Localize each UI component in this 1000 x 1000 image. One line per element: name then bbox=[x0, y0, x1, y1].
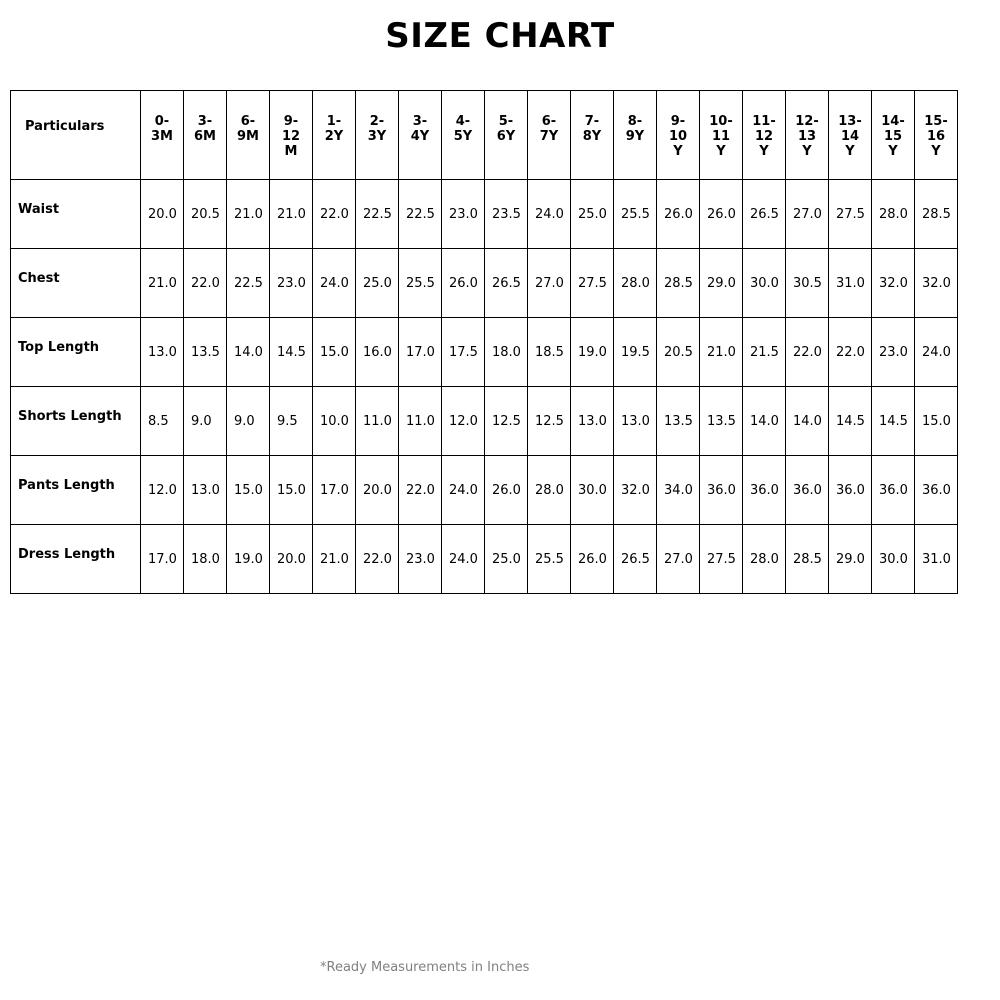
table-cell: 34.0 bbox=[657, 456, 700, 525]
table-cell: 30.0 bbox=[743, 249, 786, 318]
column-header-label: 3-6M bbox=[194, 114, 216, 144]
table-cell: 13.0 bbox=[614, 387, 657, 456]
column-header-label: 9-10Y bbox=[668, 114, 688, 159]
table-cell: 25.5 bbox=[399, 249, 442, 318]
column-header-label: 13-14Y bbox=[838, 114, 862, 159]
table-cell: 8.5 bbox=[141, 387, 184, 456]
table-cell: 20.5 bbox=[184, 180, 227, 249]
column-header-size bbox=[614, 91, 657, 180]
table-cell: 22.5 bbox=[227, 249, 270, 318]
table-cell: 30.0 bbox=[872, 525, 915, 594]
table-cell: 13.5 bbox=[184, 318, 227, 387]
measurement-footnote: *Ready Measurements in Inches bbox=[320, 960, 530, 975]
column-header-label: 4-5Y bbox=[453, 114, 473, 144]
table-cell: 23.5 bbox=[485, 180, 528, 249]
row-label: Pants Length bbox=[11, 456, 141, 525]
column-header-label: 12-13Y bbox=[795, 114, 819, 159]
table-cell: 20.0 bbox=[356, 456, 399, 525]
column-header-label: 1-2Y bbox=[324, 114, 344, 144]
table-cell: 23.0 bbox=[399, 525, 442, 594]
table-cell: 25.5 bbox=[614, 180, 657, 249]
table-cell: 21.0 bbox=[313, 525, 356, 594]
table-cell: 21.0 bbox=[700, 318, 743, 387]
column-header-label: 3-4Y bbox=[410, 114, 430, 144]
table-cell: 32.0 bbox=[872, 249, 915, 318]
table-cell: 22.0 bbox=[829, 318, 872, 387]
row-label: Dress Length bbox=[11, 525, 141, 594]
table-cell: 31.0 bbox=[829, 249, 872, 318]
table-cell: 13.5 bbox=[657, 387, 700, 456]
table-cell: 21.0 bbox=[141, 249, 184, 318]
table-cell: 9.0 bbox=[184, 387, 227, 456]
table-cell: 19.5 bbox=[614, 318, 657, 387]
table-cell: 30.5 bbox=[786, 249, 829, 318]
table-cell: 22.0 bbox=[356, 525, 399, 594]
table-cell: 14.0 bbox=[227, 318, 270, 387]
column-header-size bbox=[485, 91, 528, 180]
column-header-size bbox=[442, 91, 485, 180]
table-cell: 24.0 bbox=[313, 249, 356, 318]
table-cell: 14.0 bbox=[743, 387, 786, 456]
size-chart-table bbox=[10, 90, 958, 594]
column-header-label: 6-9M bbox=[237, 114, 259, 144]
column-header-size bbox=[915, 91, 958, 180]
table-cell: 28.5 bbox=[657, 249, 700, 318]
column-header-label: 0-3M bbox=[151, 114, 173, 144]
table-cell: 25.0 bbox=[571, 180, 614, 249]
column-header-label: 10-11Y bbox=[709, 114, 733, 159]
column-header-size bbox=[743, 91, 786, 180]
table-cell: 28.5 bbox=[786, 525, 829, 594]
table-row bbox=[11, 180, 958, 249]
table-cell: 24.0 bbox=[442, 525, 485, 594]
column-header-size bbox=[657, 91, 700, 180]
row-label: Top Length bbox=[11, 318, 141, 387]
row-label: Chest bbox=[11, 249, 141, 318]
column-header-size bbox=[786, 91, 829, 180]
table-cell: 16.0 bbox=[356, 318, 399, 387]
table-row bbox=[11, 387, 958, 456]
table-cell: 13.0 bbox=[571, 387, 614, 456]
table-cell: 20.5 bbox=[657, 318, 700, 387]
column-header-size bbox=[700, 91, 743, 180]
table-cell: 27.5 bbox=[829, 180, 872, 249]
table-cell: 27.5 bbox=[700, 525, 743, 594]
table-cell: 27.0 bbox=[528, 249, 571, 318]
column-header-label: 15-16Y bbox=[924, 114, 948, 159]
table-cell: 14.0 bbox=[786, 387, 829, 456]
table-cell: 28.0 bbox=[743, 525, 786, 594]
column-header-size bbox=[184, 91, 227, 180]
table-cell: 26.5 bbox=[614, 525, 657, 594]
table-row bbox=[11, 525, 958, 594]
table-cell: 24.0 bbox=[528, 180, 571, 249]
table-cell: 21.0 bbox=[227, 180, 270, 249]
table-cell: 22.0 bbox=[786, 318, 829, 387]
table-cell: 28.0 bbox=[872, 180, 915, 249]
table-cell: 14.5 bbox=[270, 318, 313, 387]
column-header-size bbox=[528, 91, 571, 180]
column-header-label: 8-9Y bbox=[625, 114, 645, 144]
table-cell: 28.5 bbox=[915, 180, 958, 249]
table-cell: 22.5 bbox=[399, 180, 442, 249]
table-cell: 36.0 bbox=[700, 456, 743, 525]
table-cell: 11.0 bbox=[356, 387, 399, 456]
row-label: Shorts Length bbox=[11, 387, 141, 456]
table-cell: 12.5 bbox=[485, 387, 528, 456]
table-cell: 22.5 bbox=[356, 180, 399, 249]
table-cell: 13.0 bbox=[184, 456, 227, 525]
table-cell: 20.0 bbox=[141, 180, 184, 249]
table-row bbox=[11, 249, 958, 318]
table-cell: 20.0 bbox=[270, 525, 313, 594]
table-row bbox=[11, 318, 958, 387]
table-cell: 26.0 bbox=[442, 249, 485, 318]
table-cell: 32.0 bbox=[915, 249, 958, 318]
table-cell: 14.5 bbox=[872, 387, 915, 456]
table-cell: 17.5 bbox=[442, 318, 485, 387]
table-cell: 12.0 bbox=[442, 387, 485, 456]
table-cell: 24.0 bbox=[915, 318, 958, 387]
table-cell: 26.5 bbox=[485, 249, 528, 318]
table-cell: 30.0 bbox=[571, 456, 614, 525]
table-cell: 15.0 bbox=[227, 456, 270, 525]
column-header-label: 11-12Y bbox=[752, 114, 776, 159]
table-cell: 19.0 bbox=[227, 525, 270, 594]
column-header-size bbox=[399, 91, 442, 180]
table-cell: 25.0 bbox=[485, 525, 528, 594]
table-cell: 22.0 bbox=[313, 180, 356, 249]
table-cell: 23.0 bbox=[872, 318, 915, 387]
table-cell: 9.5 bbox=[270, 387, 313, 456]
table-cell: 13.0 bbox=[141, 318, 184, 387]
table-cell: 25.5 bbox=[528, 525, 571, 594]
column-header-label: 9-12M bbox=[281, 114, 301, 159]
table-cell: 25.0 bbox=[356, 249, 399, 318]
table-cell: 19.0 bbox=[571, 318, 614, 387]
table-cell: 32.0 bbox=[614, 456, 657, 525]
table-cell: 36.0 bbox=[786, 456, 829, 525]
table-cell: 9.0 bbox=[227, 387, 270, 456]
table-cell: 15.0 bbox=[270, 456, 313, 525]
table-cell: 17.0 bbox=[313, 456, 356, 525]
table-cell: 17.0 bbox=[141, 525, 184, 594]
table-row bbox=[11, 456, 958, 525]
table-cell: 27.0 bbox=[657, 525, 700, 594]
table-cell: 29.0 bbox=[700, 249, 743, 318]
table-cell: 22.0 bbox=[184, 249, 227, 318]
table-cell: 22.0 bbox=[399, 456, 442, 525]
column-header-size bbox=[571, 91, 614, 180]
table-cell: 15.0 bbox=[915, 387, 958, 456]
column-header-size bbox=[313, 91, 356, 180]
table-cell: 18.5 bbox=[528, 318, 571, 387]
table-cell: 26.5 bbox=[743, 180, 786, 249]
table-cell: 10.0 bbox=[313, 387, 356, 456]
table-cell: 14.5 bbox=[829, 387, 872, 456]
table-cell: 36.0 bbox=[872, 456, 915, 525]
table-cell: 23.0 bbox=[442, 180, 485, 249]
table-cell: 26.0 bbox=[700, 180, 743, 249]
table-cell: 23.0 bbox=[270, 249, 313, 318]
table-cell: 12.0 bbox=[141, 456, 184, 525]
table-cell: 26.0 bbox=[571, 525, 614, 594]
table-cell: 15.0 bbox=[313, 318, 356, 387]
table-header-row bbox=[11, 91, 958, 180]
table-cell: 21.5 bbox=[743, 318, 786, 387]
table-cell: 28.0 bbox=[614, 249, 657, 318]
table-cell: 36.0 bbox=[743, 456, 786, 525]
table-cell: 27.0 bbox=[786, 180, 829, 249]
table-cell: 12.5 bbox=[528, 387, 571, 456]
column-header-particulars: Particulars bbox=[11, 91, 141, 180]
table-cell: 36.0 bbox=[829, 456, 872, 525]
table-cell: 17.0 bbox=[399, 318, 442, 387]
column-header-label: 14-15Y bbox=[881, 114, 905, 159]
row-label: Waist bbox=[11, 180, 141, 249]
column-header-size bbox=[270, 91, 313, 180]
page-title: SIZE CHART bbox=[385, 16, 615, 56]
column-header-size bbox=[872, 91, 915, 180]
table-cell: 13.5 bbox=[700, 387, 743, 456]
column-header-size bbox=[227, 91, 270, 180]
column-header-size bbox=[829, 91, 872, 180]
column-header-size bbox=[141, 91, 184, 180]
table-cell: 27.5 bbox=[571, 249, 614, 318]
column-header-label: 2-3Y bbox=[367, 114, 387, 144]
table-cell: 18.0 bbox=[485, 318, 528, 387]
table-body bbox=[11, 180, 958, 594]
column-header-size bbox=[356, 91, 399, 180]
column-header-label: 5-6Y bbox=[496, 114, 516, 144]
table-cell: 11.0 bbox=[399, 387, 442, 456]
table-cell: 29.0 bbox=[829, 525, 872, 594]
table-cell: 24.0 bbox=[442, 456, 485, 525]
table-cell: 21.0 bbox=[270, 180, 313, 249]
table-cell: 28.0 bbox=[528, 456, 571, 525]
table-cell: 31.0 bbox=[915, 525, 958, 594]
table-cell: 18.0 bbox=[184, 525, 227, 594]
column-header-label: 7-8Y bbox=[582, 114, 602, 144]
table-cell: 26.0 bbox=[657, 180, 700, 249]
table-cell: 36.0 bbox=[915, 456, 958, 525]
table-cell: 26.0 bbox=[485, 456, 528, 525]
column-header-label: 6-7Y bbox=[539, 114, 559, 144]
